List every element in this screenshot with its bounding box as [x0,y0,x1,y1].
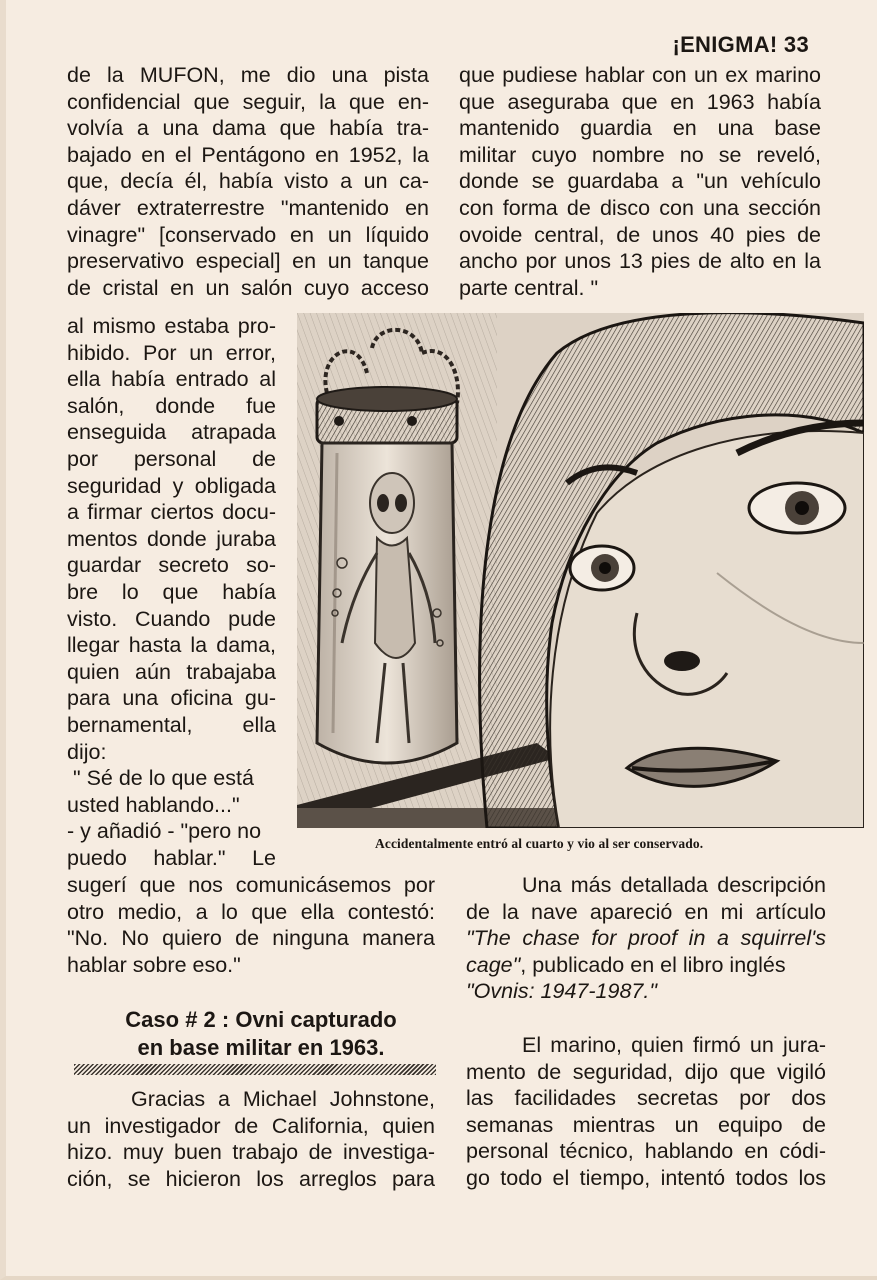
text-line: ancho por unos 13 pies de alto en la [459,249,821,274]
hatched-divider [74,1064,436,1075]
left-column-top [67,62,429,301]
text-line: parte central. " [459,275,599,300]
text-line: de la MUFON, me dio una pista [67,63,429,87]
text-line: hablar sobre eso." [67,952,241,977]
text-line: hizo. muy buen trabajo de investiga- [67,1140,435,1165]
left-column-bottom [67,1086,435,1192]
text-line: para una oficina gu- [67,686,276,711]
text-line: a firmar ciertos docu- [67,500,276,525]
text-line: bernamental, ella [67,712,276,737]
text-line: El marino, quien firmó un jura- [522,1033,826,1057]
text-line: sugerí que nos comunicásemos por [67,873,435,897]
right-column-middle [466,872,826,1005]
text-line: con forma de disco con una sección [459,195,821,220]
text-line: dáver extraterrestre "mantenido en [67,195,429,220]
text-line: usted hablando..." [67,792,240,817]
illustration [297,313,864,828]
text-line: al mismo estaba pro- [67,314,276,338]
text-line: que aseguraba que en 1963 había [459,89,821,114]
book-title: "Ovnis: 1947-1987." [466,979,657,1004]
right-column-bottom [466,1032,826,1192]
alien-tank-woman-illustration [297,313,864,828]
text-line: - y añadió - "pero no [67,819,262,844]
text-line: "No. No quiero de ninguna manera [67,926,435,951]
text-fragment: , publicado en el libro inglés [520,952,786,977]
text-line: de cristal en un salón cuyo acceso [67,275,429,300]
text-line: Una más detallada descripción [522,873,826,897]
text-line: de la nave apareció en mi artículo [466,899,826,924]
text-line: otro medio, a lo que ella contestó: [67,899,435,924]
text-line: salón, donde fue [67,393,276,418]
text-line: mantenido guardia en una base [459,116,821,141]
right-column-top [459,62,821,301]
text-line: visto. Cuando pude [67,606,276,631]
article-title-end: cage" [466,952,521,977]
text-line: volvía a una dama que había tra- [67,116,429,141]
text-line: confidencial que seguir, la que en- [67,89,429,114]
text-line: un investigador de California, quien [67,1113,435,1138]
text-line: seguridad y obligada [67,473,276,498]
text-line: las facilidades secretas por dos [466,1086,826,1111]
text-line: semanas mientras un equipo de [466,1112,826,1137]
text-line: dijo: [67,739,107,764]
text-line: go todo el tiempo, intentó todos los [466,1165,826,1190]
page-header: ¡ENIGMA! 33 [672,32,809,57]
text-line: ella había entrado al [67,367,276,392]
text-line: quien aún trabajaba [67,659,276,684]
text-line: vinagre" [conservado en un líquido [67,222,429,247]
text-line: preservativo especial] en un tanque [67,249,429,274]
text-line: mentos donde juraba [67,526,276,551]
text-line: ovoide central, de unos 40 pies de [459,222,821,247]
text-line: hibido. Por un error, [67,340,276,365]
text-line: Gracias a Michael Johnstone, [131,1087,435,1111]
text-line [466,952,826,979]
section-heading-line: en base militar en 1963. [137,1035,385,1060]
text-line: bre lo que había [67,579,276,604]
text-line: que, decía él, había visto a un ca- [67,169,429,194]
text-line: guardar secreto so- [67,553,276,578]
text-line: enseguida atrapada [67,420,276,445]
text-line: militar cuyo nombre no se reveló, [459,142,821,167]
text-line: por personal de [67,446,276,471]
left-column-wide [67,872,435,978]
text-line: mento de seguridad, dijo que vigiló [466,1059,826,1084]
text-line-italic: "The chase for proof in a squirrel's [466,926,826,951]
section-heading-line: Caso # 2 : Ovni capturado [125,1007,397,1032]
text-line: bajado en el Pentágono en 1952, la [67,142,429,167]
text-line: " Sé de lo que está [67,766,254,791]
text-line: que pudiese hablar con un ex marino [459,63,821,87]
text-line: puedo hablar." Le [67,845,276,870]
illustration-caption: Accidentalmente entró al cuarto y vio al ser conservado. [375,836,704,851]
text-line: ción, se hicieron los arreglos para [67,1166,435,1191]
section-heading [96,1006,426,1062]
text-line: donde se guardaba a "un vehículo [459,169,821,194]
text-line: llegar hasta la dama, [67,633,276,658]
text-line: personal técnico, hablando en códi- [466,1139,826,1164]
left-column-narrow [67,313,276,871]
